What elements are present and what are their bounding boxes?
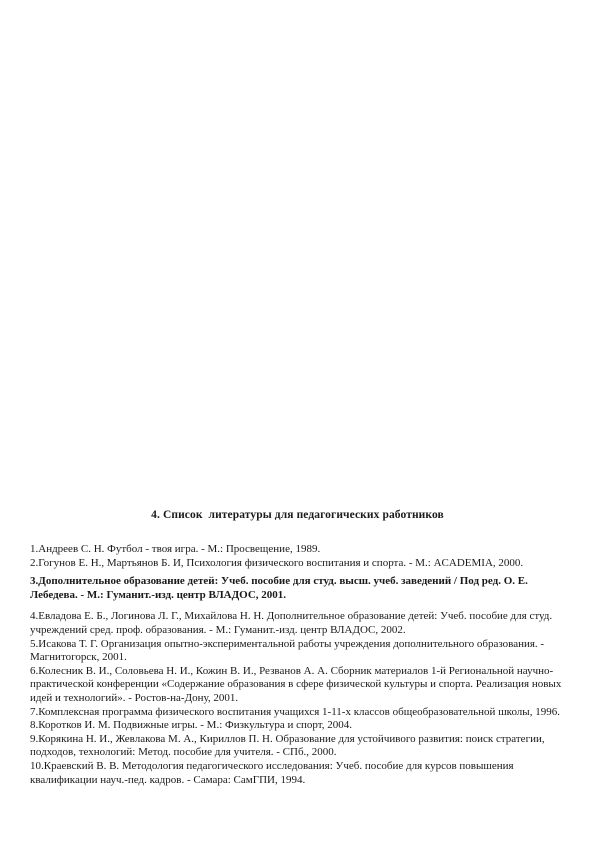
section-heading: 4. Список литературы для педагогических работников	[151, 509, 444, 521]
reference-item-6: 6.Колесник В. И., Соловьева Н. И., Кожин В. И., Резванов А. А. Сборник материалов 1-й Региональной научно-практической конференции «Содержание образования в сфере физической культуры и спорта. Реализация новых идей и технологий». - Ростов-на-Дону, 2001.	[30, 664, 562, 704]
reference-item-10: 10.Краевский В. В. Методология педагогического исследования: Учеб. пособие для курсов повышения квалификации науч.-пед. кадров. - Самара: СамГПИ, 1994.	[30, 759, 514, 786]
reference-item-3: 3.Дополнительное образование детей: Учеб. пособие для студ. высш. учеб. заведений / Под ред. О. Е. Лебедева. - М.: Гуманит.-изд. центр ВЛАДОС, 2001.	[30, 575, 528, 601]
reference-item-7: 7.Комплексная программа физического воспитания учащихся 1-11-х классов общеобразовательной школы, 1996.	[30, 705, 560, 718]
reference-list	[30, 543, 565, 787]
reference-item-5: 5.Исакова Т. Г. Организация опытно-экспериментальной работы учреждения дополнительного образования. - Магнитогорск, 2001.	[30, 637, 545, 664]
reference-item-1: 1.Андреев С. Н. Футбол - твоя игра. - М.: Просвещение, 1989.	[30, 543, 321, 555]
reference-item-9: 9.Корякина Н. И., Жевлакова М. А., Кириллов П. Н. Образование для устойчивого развития: поиск стратегии, подходов, технологий: Метод. пособие для учителя. - СПб., 2000.	[30, 732, 545, 759]
reference-item-2: 2.Гогунов Е. Н., Мартьянов Б. И, Психология физического воспитания и спорта. - М.: ACADEMIA, 2000.	[30, 556, 524, 569]
reference-item-4: 4.Евладова Е. Б., Логинова Л. Г., Михайлова Н. Н. Дополнительное образование детей: Учеб. пособие для студ. учреждений сред. проф. образования. - М.: Гуманит.-изд. центр ВЛАДОС, 2002.	[30, 610, 553, 636]
reference-item-8: 8.Коротков И. М. Подвижные игры. - М.: Физкультура и спорт, 2004.	[30, 719, 353, 732]
